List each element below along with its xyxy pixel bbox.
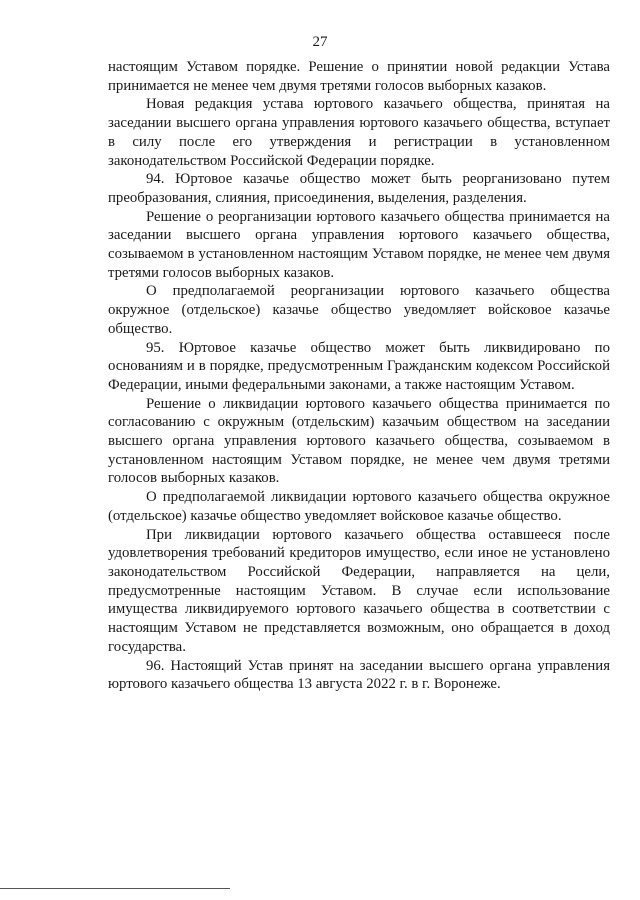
paragraph: Решение о ликвидации юртового казачьего общества принимается по согласованию с окружным (отдельским) казачьим обществом на заседании высшего органа управления юртового казачьего общества, созываемом в установленном настоящим Уставом порядке, не менее чем двумя третями голосов выборных казаков. xyxy=(108,395,610,487)
paragraph: 95. Юртовое казачье общество может быть ликвидировано по основаниям и в порядке, предусмотренным Гражданским кодексом Российской Федерации, иными федеральными законами, а также настоящим Уставом. xyxy=(108,339,610,393)
paragraph: О предполагаемой реорганизации юртового казачьего общества окружное (отдельское) казачье общество уведомляет войсковое казачье общество. xyxy=(108,283,610,337)
paragraph: 96. Настоящий Устав принят на заседании высшего органа управления юртового казачьего общества 13 августа 2022 г. в г. Воронеже. xyxy=(108,657,610,693)
paragraph: При ликвидации юртового казачьего общества оставшееся после удовлетворения требований кредиторов имущество, если иное не установлено законодательством Российской Федерации, направляется на цели, предусмотренные настоящим Уставом. В случае если использование имущества ликвидируемого юртового казачьего общества в соответствии с настоящим Уставом не представляется возможным, оно обращается в доход государства. xyxy=(108,526,610,655)
paragraph: О предполагаемой ликвидации юртового казачьего общества окружное (отдельское) казачье общество уведомляет войсковое казачье общество. xyxy=(108,489,610,524)
footer-divider xyxy=(0,888,230,889)
paragraph: Решение о реорганизации юртового казачьего общества принимается на заседании высшего органа управления юртового казачьего общества, созываемом в установленном настоящим Уставом порядке, не менее чем двумя третями голосов выборных казаков. xyxy=(108,208,610,281)
document-body xyxy=(108,58,610,694)
paragraph: Новая редакция устава юртового казачьего общества, принятая на заседании высшего органа управления юртового казачьего общества, вступает в силу после его утверждения и регистрации в установленном законодательством Российской Федерации порядке. xyxy=(108,96,610,169)
paragraph: настоящим Уставом порядке. Решение о принятии новой редакции Устава принимается не менее чем двумя третями голосов выборных казаков. xyxy=(108,59,610,94)
paragraph: 94. Юртовое казачье общество может быть реорганизовано путем преобразования, слияния, присоединения, выделения, разделения. xyxy=(108,171,610,206)
page-number: 27 xyxy=(312,34,328,50)
